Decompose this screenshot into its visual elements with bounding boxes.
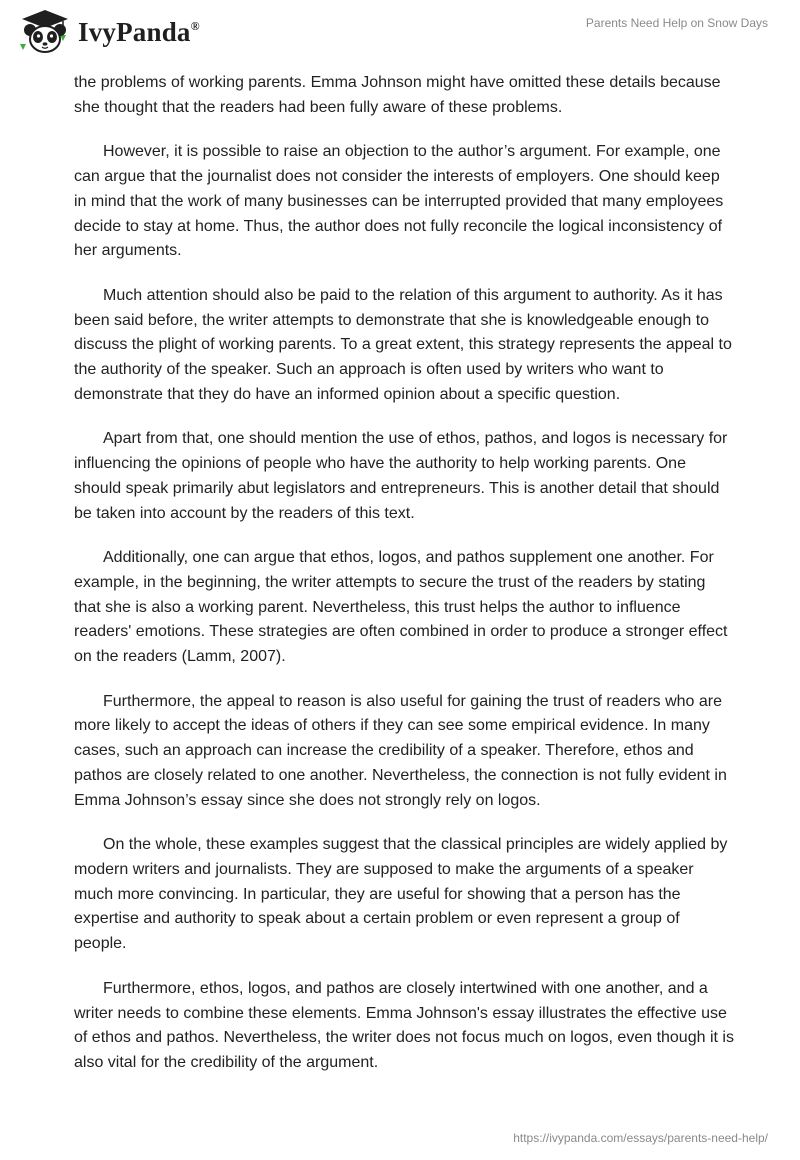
- paragraph-7: On the whole, these examples suggest that the classical principles are widely applied by modern writers and journalists. They are supposed to make the arguments of a speaker much more convincing. In particular, they are useful for showing that a person has the expertise and authority to speak about a certain problem or even represent a group of people.: [74, 836, 728, 953]
- registered-mark: ®: [190, 19, 200, 33]
- footer-url[interactable]: https://ivypanda.com/essays/parents-need-help/: [513, 1131, 768, 1145]
- paragraph-4: Apart from that, one should mention the use of ethos, pathos, and logos is necessary for influencing the opinions of people who have the authority to help working parents. One should speak primarily abut legislators and entrepreneurs. This is another detail that should be taken into account by the readers of this text.: [74, 430, 728, 522]
- paragraph-2: However, it is possible to raise an objection to the author’s argument. For example, one can argue that the journalist does not consider the interests of employers. One should keep in mind that the work of many businesses can be interrupted provided that many employees decide to stay at home. Thus, the author does not fully reconcile the logical inconsistency of her arguments.: [74, 143, 724, 260]
- paragraph-1: the problems of working parents. Emma Johnson might have omitted these details because she thought that the readers had been fully aware of these problems.: [74, 74, 721, 116]
- page-header: [0, 0, 800, 70]
- paragraph-3: Much attention should also be paid to the relation of this argument to authority. As it has been said before, the writer attempts to demonstrate that she is knowledgeable enough to discuss the plight of working parents. To a great extent, this strategy represents the appeal to the authority of the speaker. Such an approach is often used by writers who want to demonstrate that they do have an informed opinion about a specific question.: [74, 286, 732, 403]
- brand-name: IvyPanda: [78, 17, 191, 47]
- brand-logo-text[interactable]: [78, 17, 200, 48]
- essay-body: [74, 71, 734, 1096]
- document-title: Parents Need Help on Snow Days: [585, 16, 768, 30]
- paragraph-6: Furthermore, the appeal to reason is also useful for gaining the trust of readers who are more likely to accept the ideas of others if they can see some empirical evidence. In many cases, such an approach can increase the credibility of a speaker. Therefore, ethos and pathos are closely related to one another. Nevertheless, the connection is not fully evident in Emma Johnson’s essay since she does not strongly rely on logos.: [74, 692, 727, 809]
- paragraph-8: Furthermore, ethos, logos, and pathos are closely intertwined with one another, and a writer needs to combine these elements. Emma Johnson's essay illustrates the effective use of ethos and pathos. Nevertheless, the writer does not focus much on logos, even though it is also vital for the credibility of the argument.: [74, 979, 734, 1071]
- panda-graduation-cap-icon[interactable]: [16, 8, 74, 56]
- paragraph-5: Additionally, one can argue that ethos, logos, and pathos supplement one another. For example, in the beginning, the writer attempts to secure the trust of the readers by stating that she is also a working parent. Nevertheless, this trust helps the author to influence readers' emotions. These strategies are often combined in order to produce a stronger effect on the readers (Lamm, 2007).: [74, 549, 728, 666]
